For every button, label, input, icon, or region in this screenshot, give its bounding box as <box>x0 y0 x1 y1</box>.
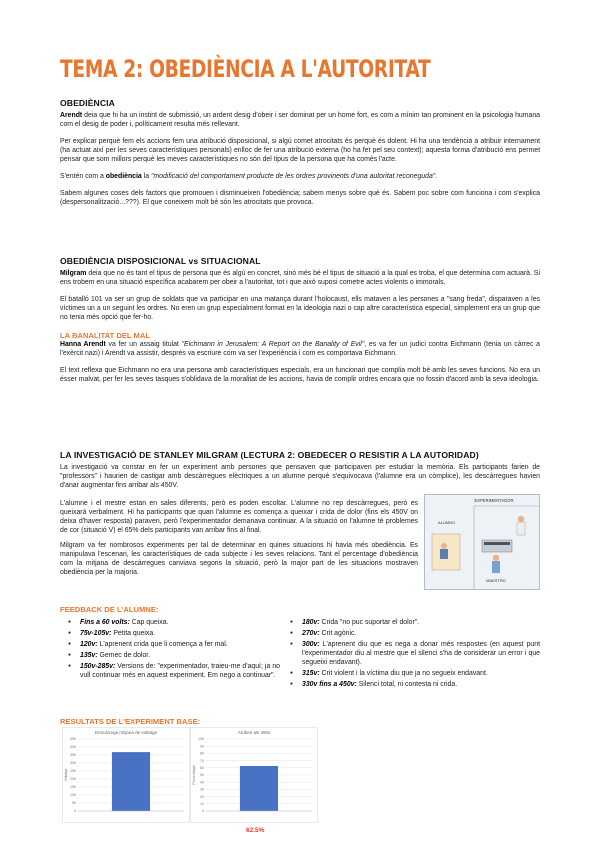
bold-term: obediència <box>105 173 142 181</box>
y-tick-label: 60 <box>200 766 204 770</box>
bar <box>112 752 150 811</box>
experiment-diagram <box>424 494 540 590</box>
list-item <box>288 641 540 668</box>
text: la <box>141 173 151 181</box>
voltage-label: 150v-285v: <box>80 662 116 670</box>
y-tick-label: 350 <box>70 753 76 758</box>
y-tick-label: 40 <box>200 780 204 785</box>
section-heading: LA INVESTIGACIÓ DE STANLEY MILGRAM (LECTURA 2: OBEDECER O RESISTIR A LA AUTORIDAD) <box>60 450 479 460</box>
y-tick-label: 50 <box>200 773 204 778</box>
page-title: TEMA 2: OBEDIÈNCIA A L'AUTORITAT <box>60 55 431 83</box>
list-item <box>66 619 280 628</box>
percent-label: 62.5% <box>246 827 265 834</box>
list-item <box>288 619 540 628</box>
y-tick-label: 20 <box>200 794 204 799</box>
subheading: LA BANALITAT DEL MAL <box>60 331 150 341</box>
feedback-text: Crit violent i la víctima diu que ja no segueix endavant. <box>319 669 488 677</box>
feedback-list-right <box>288 619 540 692</box>
section-milgram-cont <box>60 500 418 578</box>
results-heading: RESULTATS DE L'EXPERIMENT BASE: <box>60 717 201 726</box>
y-tick-label: 400 <box>70 745 76 750</box>
y-tick-label: 0 <box>74 809 76 814</box>
paragraph <box>60 173 540 182</box>
list-item <box>66 663 280 681</box>
y-tick-label: 150 <box>70 785 76 790</box>
feedback-text: Crit agònic. <box>319 629 357 637</box>
paragraph-text: deia que no és tant el tipus de persona que és algú en concret, sinó més bé el tipus de situació a la qual es troba, el que determina com actuarà. Si ens trobem en una situació específica acabarem per obeir a l'autoritat, tot i que això suposi cometre actes violents o immorals. <box>60 270 540 287</box>
voltage-label: Fins a 60 volts: <box>80 619 130 626</box>
feedback-text: L'aprenent diu que es nega a donar més respostes (en aquest punt l'experimentador diu al mestre que el silenci s'ha de considerar un error i que segueixi endavant). <box>302 640 540 666</box>
paragraph: Milgram va fer nombrosos experiments per tal de determinar en quines situacions hi havia més obediència. Es manipulava l'escenari, les característiques de cada subjecte i les seves relacions. Tant el percentage d'obediència com la mitjana de descàrregues canviava segons la situació, però la major part de les situacions mostraven obediència per la majoria. <box>60 541 418 576</box>
chart-voltage <box>62 727 190 823</box>
list-item <box>66 630 280 639</box>
feedback-text: Silenci total, ni contesta ni crida. <box>356 680 458 688</box>
italic-title: "Eichmann in Jerusalem: A Report on the Banality of Evil" <box>181 340 365 348</box>
section-obediencia <box>60 98 540 208</box>
y-tick-label: 200 <box>70 777 76 782</box>
list-item <box>66 652 280 661</box>
list-item <box>288 670 540 679</box>
text: S'entén com a <box>60 173 106 181</box>
section-heading: OBEDIÈNCIA <box>60 98 115 108</box>
bold-name: Hanna Arendt <box>60 340 106 348</box>
experimenter-label: EXPERIMENTADOR <box>474 498 514 503</box>
section-milgram <box>60 450 540 491</box>
paragraph <box>60 270 540 288</box>
paragraph: El batalló 101 va ser un grup de soldats que va participar en una matança durant l'holocaust, ells mataven a les persones a "sang freda", disparaven a les víctimes un a un seguint les ordres. No eren un grup especialment format en la ideologia nazi o cap altre característica especial, simplement era un grup que no tenia més opció que fer-ho. <box>60 296 540 322</box>
feedback-text: Gemec de dolor. <box>97 651 151 659</box>
y-tick-label: 100 <box>198 737 204 742</box>
section-heading: OBEDIÈNCIA DISPOSICIONAL vs SITUACIONAL <box>60 256 261 266</box>
voltage-label: 120v: <box>80 640 98 648</box>
y-tick-label: 70 <box>200 758 204 763</box>
chart-percentage <box>190 727 318 823</box>
voltage-label: 300v: <box>302 640 320 648</box>
feedback-list-left <box>66 619 280 683</box>
voltage-label: 315v: <box>302 669 320 677</box>
text: va fer un assaig titulat <box>105 340 182 348</box>
y-tick-label: 10 <box>200 802 204 806</box>
student-label: ALUMNO <box>438 520 456 525</box>
y-tick-label: 250 <box>70 769 76 774</box>
feedback-text: Crida "no puc suportar el dolor". <box>319 619 420 626</box>
feedback-text: Versions de: "experimentador, traieu-me d'aquí; ja no vull continuar més en aquest experiment. Em nego a continuar". <box>80 662 280 679</box>
list-item <box>66 641 280 650</box>
y-tick-label: 0 <box>202 809 204 814</box>
y-tick-label: 300 <box>70 761 76 766</box>
y-tick-label: 80 <box>200 751 204 756</box>
teacher-label: MAESTRO <box>486 578 506 583</box>
paragraph <box>60 341 540 359</box>
paragraph <box>60 112 540 130</box>
feedback-heading: FEEDBACK DE L'ALUMNE: <box>60 605 159 614</box>
voltage-label: 135v: <box>80 651 98 659</box>
list-item <box>288 630 540 639</box>
voltage-label: 330v fins a 450v: <box>302 680 357 688</box>
y-axis-label: Voltatge <box>64 768 68 782</box>
paragraph: La investigació va constar en fer un experiment amb persones que pensaven que participaven per estudiar la memòria. Els participants farien de "professors" i haurien de castigar amb descàrregues elèctriques a un alumne perquè s'equivocava (l'alumne era un còmplice), les descàrregues havien d'anar augmentar fins arribar als 450V. <box>60 464 540 490</box>
paragraph: L'alumne i el mestre estan en sales diferents, però es poden escoltar. L'alumne no rep descàrregues, però es queixarà verbalment. Hi ha participants que quan l'alumne es comença a queixar i crida de dolor (fins els 450V on deixa d'haver resposta) paraven, però l'experimentador demanava continuar. A la situació on l'alumne té problemes de cor (situació V) el 65% dels participants van arribar fins al final. <box>60 500 418 534</box>
voltage-label: 270v: <box>302 629 320 637</box>
paragraph-text: deia que hi ha un instint de submissió, un ardent desig d'obeir i ser dominat per un home fort, es com a mínim tan prominent en la psicologia humana com el desig de poder i, políticament resulta més rellevant. <box>60 112 540 129</box>
bold-name: Arendt <box>60 112 83 120</box>
y-tick-label: 30 <box>200 787 204 792</box>
feedback-text: Cap queixa. <box>129 619 169 626</box>
text: , es va fer un judici contra Eichmann (tenia un càrrec a l'exèrcit nazi) i Arendt va assistir, després va escriure com va ser l'experiència i com es comportava Eichmann. <box>60 340 541 357</box>
feedback-text: L'aprenent crida que li comença a fer mal. <box>97 640 228 648</box>
voltage-label: 180v: <box>302 619 320 626</box>
paragraph: Sabem algunes coses dels factors que promouen i disminueixen l'obediència; sabem menys sobre què és. Sabem poc sobre com funciona i com s'explica (despersonalització...???). El que coneixem molt bé són les atrocitats que provoca. <box>60 189 540 206</box>
y-tick-label: 450 <box>70 737 76 742</box>
chart-title: Descàrrega mitjana de voltatge <box>94 730 158 735</box>
italic-definition: "modificació del comportament producte de les ordres provinents d'una autoritat reconeguda". <box>150 173 438 181</box>
paragraph: Per explicar perquè fem els accions fem una atribució disposicional, si algú comet atrocitats és perquè és dolent. Hi ha una tendència a atribuir internament (ha actuat així per les seves característiques personals) enlloc de fer una atribució externa (ho ha fet pel seu context); aquesta forma d'atribució ens permet pensar que som millors perquè les meves característiques no són del tipus de la persona que ha comès l'acte. <box>60 138 540 164</box>
list-item <box>288 681 540 690</box>
y-axis-label: Percentatge <box>192 765 196 785</box>
feedback-text: Petita queixa. <box>111 629 156 637</box>
bold-name: Milgram <box>60 270 87 278</box>
y-tick-label: 50 <box>72 801 76 806</box>
paragraph: El text reflexa que Eichmann no era una persona amb característiques especials, era un funcionari que complia molt bé amb les seves funcions. No era un ésser malvat, per fer les seves tasques s'oblidava de la moralitat de les accions, havia de complir ordres encara que no fossin d'acord amb la seva ideologia. <box>60 366 540 383</box>
section-disposicional <box>60 256 540 385</box>
y-tick-label: 90 <box>200 744 204 749</box>
bar <box>240 766 278 811</box>
voltage-label: 75v-105v: <box>80 629 112 637</box>
y-tick-label: 100 <box>70 793 76 798</box>
chart-title: Arriben als 450v <box>237 730 271 735</box>
